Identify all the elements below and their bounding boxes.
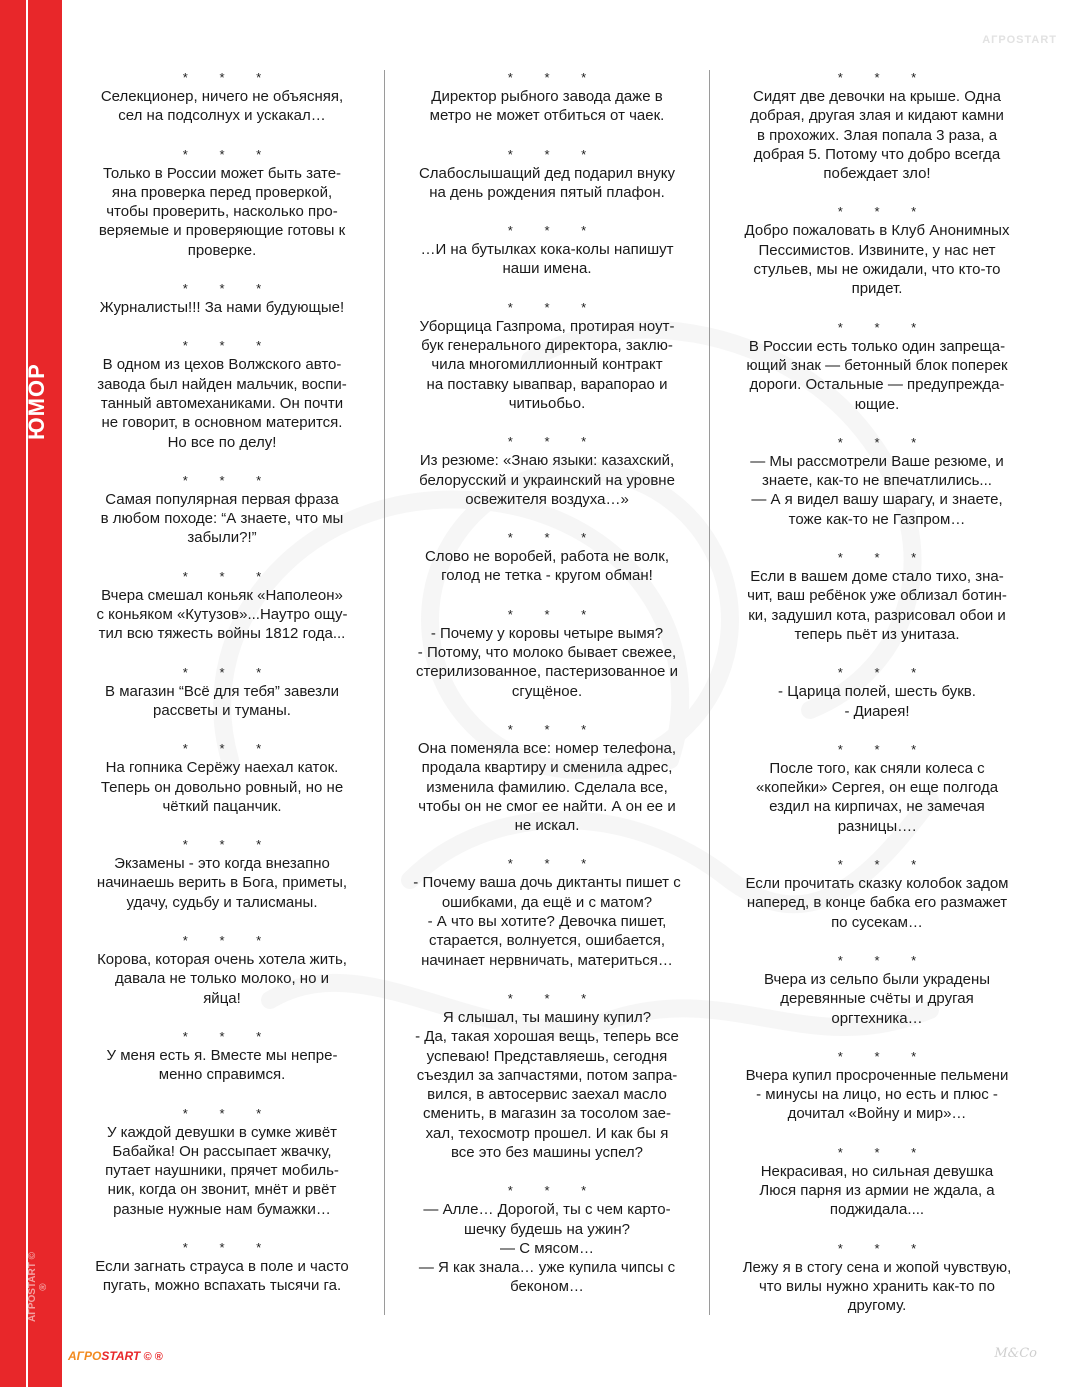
joke-separator: * * * bbox=[507, 530, 601, 546]
joke-item bbox=[72, 1027, 372, 1085]
joke-item bbox=[722, 433, 1032, 529]
joke-separator: * * * bbox=[182, 1028, 276, 1044]
logo-agro: АГРО bbox=[68, 1349, 102, 1363]
joke-item bbox=[722, 548, 1032, 644]
joke-text: - Почему ваша дочь диктанты пишет с ошибками, да ещё и с матом? - А что вы хотите? Девочка пишет, старается, волнуется, ошибается, начинает нервничать, материться… bbox=[413, 874, 681, 969]
joke-text: Уборщица Газпрома, протирая ноут- бук генерального директора, заклю- чила многомиллионный контракт на поставку ывапвар, варапорао и читиьобьо. bbox=[419, 317, 675, 412]
joke-separator: * * * bbox=[182, 146, 276, 162]
joke-item bbox=[397, 145, 697, 203]
joke-text: У каждой девушки в сумке живёт Бабайка! Он рассыпает жвачку, путает наушники, прячет мобиль- ник, когда он звонит, мнёт и рвёт разные нужные нам бумажки… bbox=[105, 1123, 339, 1218]
joke-separator: * * * bbox=[182, 1105, 276, 1121]
joke-separator: * * * bbox=[837, 319, 931, 335]
joke-text: Только в России может быть зате- яна проверка перед проверкой, чтобы проверить, насколько про- веряемые и проверяющие готовы к проверке. bbox=[98, 164, 346, 259]
joke-separator: * * * bbox=[507, 990, 601, 1006]
joke-item bbox=[397, 1181, 697, 1296]
joke-separator: * * * bbox=[837, 857, 931, 873]
joke-text: Экзамены - это когда внезапно начинаешь верить в Бога, приметы, удачу, судьбу и талисманы. bbox=[96, 855, 348, 911]
joke-text: Вчера смешал коньяк «Наполеон» с коньяком «Кутузов»...Наутро ощу- тил всю тяжесть войны 1812 года... bbox=[96, 586, 348, 643]
joke-item bbox=[397, 298, 697, 413]
joke-separator: * * * bbox=[507, 856, 601, 872]
logo-start: START bbox=[101, 1349, 141, 1363]
joke-separator: * * * bbox=[837, 665, 931, 681]
footer-logo bbox=[68, 1349, 163, 1363]
header-mark: АГРОSTART bbox=[982, 34, 1057, 46]
joke-item bbox=[72, 279, 372, 317]
joke-separator: * * * bbox=[182, 70, 276, 85]
joke-separator: * * * bbox=[837, 550, 931, 566]
joke-separator: * * * bbox=[507, 606, 601, 622]
joke-text: Сидят две девочки на крыше. Одна добрая, другая злая и кидают камни в прохожих. Злая попала 3 раза, а добрая 5. Потому что добро всегда побеждает зло! bbox=[750, 88, 1004, 183]
joke-text: Директор рыбного завода даже в метро не может отбиться от чаек. bbox=[429, 88, 665, 125]
joke-item bbox=[722, 68, 1032, 183]
joke-text: Лежу я в стогу сена и жопой чувствую, что вилы нужно хранить как-то по другому. bbox=[742, 1258, 1012, 1315]
joke-separator: * * * bbox=[182, 568, 276, 584]
joke-text: Корова, которая очень хотела жить, давала не только молоко, но и яйца! bbox=[97, 951, 347, 1007]
joke-separator: * * * bbox=[182, 933, 276, 949]
joke-item bbox=[72, 1238, 372, 1296]
joke-separator: * * * bbox=[507, 146, 601, 162]
joke-text: Из резюме: «Знаю языки: казахский, белорусский и украинский на уровне освежителя воздуха…» bbox=[419, 452, 675, 508]
joke-item bbox=[722, 740, 1032, 836]
joke-text: У меня есть я. Вместе мы непре- менно справимся. bbox=[106, 1046, 338, 1084]
joke-item bbox=[72, 336, 372, 451]
joke-text: Если в вашем доме стало тихо, зна- чит, ваш ребёнок уже облизал ботин- ки, задушил кота, разрисовал обои и теперь пьёт из унитаза. bbox=[747, 568, 1007, 643]
joke-item bbox=[397, 854, 697, 969]
joke-separator: * * * bbox=[507, 70, 601, 85]
joke-separator: * * * bbox=[837, 1048, 931, 1064]
joke-column-2 bbox=[397, 68, 697, 1297]
joke-text: Вчера из сельпо были украдены деревянные счёты и другая оргтехника… bbox=[763, 970, 991, 1027]
joke-item bbox=[397, 605, 697, 701]
joke-item bbox=[722, 951, 1032, 1028]
joke-item bbox=[722, 855, 1032, 932]
joke-text: Она поменяла все: номер телефона, продала квартиру и сменила адрес, изменила фамилию. Сделала все, чтобы он не смог ее найти. А он ее и не искал. bbox=[417, 739, 677, 835]
joke-column-1 bbox=[72, 68, 372, 1296]
footer-signature: M&Co bbox=[994, 1346, 1037, 1361]
column-divider bbox=[709, 70, 710, 1315]
joke-text: Добро пожаловать в Клуб Анонимных Пессимистов. Извините, у нас нет стульев, мы не ожидали, что кто-то придет. bbox=[744, 222, 1010, 298]
joke-text: Я слышал, ты машину купил? - Да, такая хорошая вещь, теперь все успеваю! Представляешь, сегодня съездил за запчастями, потом запра- вился, в автосервис заехал масло сменить, в магазин за тосолом зае- хал, техосмотр прошел. И как бы я все это без машины успел? bbox=[415, 1008, 679, 1161]
section-label: ЮМОР bbox=[24, 363, 49, 440]
joke-text: — Алле… Дорогой, ты с чем карто- шечку будешь на ужин? — С мясом… — Я как знала… уже купила чипсы с беконом… bbox=[418, 1201, 676, 1296]
joke-item bbox=[722, 663, 1032, 721]
joke-item bbox=[397, 432, 697, 509]
joke-item bbox=[722, 1047, 1032, 1124]
joke-text: Селекционер, ничего не объясняя, сел на подсолнух и ускакал… bbox=[100, 88, 344, 125]
joke-item bbox=[72, 145, 372, 260]
joke-separator: * * * bbox=[837, 70, 931, 85]
joke-separator: * * * bbox=[182, 837, 276, 853]
magazine-side-label: АГРОSTART © ® bbox=[27, 1252, 49, 1322]
joke-separator: * * * bbox=[837, 952, 931, 968]
joke-separator: * * * bbox=[837, 741, 931, 757]
joke-item bbox=[72, 471, 372, 548]
joke-text: Если загнать страуса в поле и часто пугать, можно вспахать тысячи га. bbox=[95, 1257, 349, 1295]
joke-separator: * * * bbox=[182, 472, 276, 488]
joke-text: Вчера купил просроченные пельмени - минусы на лицо, но есть и плюс - дочитал «Войну и мир»… bbox=[745, 1066, 1009, 1123]
column-divider bbox=[384, 70, 385, 1315]
side-bar-edge bbox=[26, 0, 28, 1387]
joke-item bbox=[72, 663, 372, 721]
joke-item bbox=[72, 739, 372, 816]
joke-column-3 bbox=[722, 68, 1032, 1315]
joke-item bbox=[722, 318, 1032, 414]
joke-text: В магазин “Всё для тебя” завезли рассветы и туманы. bbox=[105, 682, 339, 719]
joke-item bbox=[397, 989, 697, 1162]
joke-item bbox=[72, 567, 372, 644]
joke-separator: * * * bbox=[507, 299, 601, 315]
joke-text: Некрасивая, но сильная девушка Люся парня из армии не ждала, а поджидала.... bbox=[759, 1162, 995, 1219]
joke-text: - Царица полей, шесть букв. - Диарея! bbox=[778, 683, 976, 720]
joke-separator: * * * bbox=[182, 281, 276, 297]
joke-separator: * * * bbox=[182, 1239, 276, 1255]
joke-item bbox=[397, 221, 697, 279]
joke-text: Журналисты!!! За нами будующые! bbox=[99, 299, 345, 317]
joke-item bbox=[722, 1239, 1032, 1316]
joke-item bbox=[397, 528, 697, 586]
joke-item bbox=[722, 1143, 1032, 1220]
joke-text: Слабослышащий дед подарил внуку на день рождения пятый плафон. bbox=[418, 164, 676, 201]
joke-text: Самая популярная первая фраза в любом походе: “А знаете, что мы забыли?!” bbox=[100, 490, 344, 547]
joke-text: В одном из цехов Волжского авто- завода был найден мальчик, воспи- танный автомеханиками. Он почти не говорит, в основном матерится. Но все по делу! bbox=[97, 356, 347, 451]
joke-item bbox=[72, 835, 372, 912]
joke-separator: * * * bbox=[837, 434, 931, 450]
joke-separator: * * * bbox=[507, 223, 601, 239]
joke-separator: * * * bbox=[507, 721, 601, 737]
joke-item bbox=[397, 720, 697, 835]
joke-item bbox=[72, 1104, 372, 1219]
side-bar bbox=[0, 0, 62, 1387]
joke-text: Если прочитать сказку колобок задом наперед, в конце бабка его размажет по сусекам… bbox=[745, 875, 1009, 931]
joke-separator: * * * bbox=[837, 1144, 931, 1160]
joke-text: - Почему у коровы четыре вымя? - Потому, что молоко бывает свежее, стерилизованное, пастеризованное и сгущёное. bbox=[416, 624, 678, 700]
joke-item bbox=[722, 202, 1032, 298]
joke-text: …И на бутылках кока-колы напишут наши имена. bbox=[420, 241, 674, 278]
joke-text: В России есть только один запреща- ющий знак — бетонный блок поперек дороги. Остальные — предупрежда- ющие. bbox=[746, 337, 1008, 413]
joke-text: — Мы рассмотрели Ваше резюме, и знаете, как-то не впечатлились... — А я видел вашу шарагу, и знаете, тоже как-то не Газпром… bbox=[750, 452, 1004, 528]
joke-separator: * * * bbox=[507, 1183, 601, 1199]
joke-separator: * * * bbox=[507, 434, 601, 450]
joke-text: После того, как сняли колеса с «копейки» Сергея, он еще полгода ездил на кирпичах, не замечая разницы…. bbox=[755, 759, 999, 835]
joke-separator: * * * bbox=[182, 741, 276, 757]
joke-item bbox=[72, 931, 372, 1008]
joke-item bbox=[397, 68, 697, 126]
joke-separator: * * * bbox=[837, 1240, 931, 1256]
joke-separator: * * * bbox=[837, 204, 931, 220]
joke-item bbox=[72, 68, 372, 126]
joke-separator: * * * bbox=[182, 338, 276, 354]
joke-text: Слово не воробей, работа не волк, голод не тетка - кругом обман! bbox=[424, 548, 670, 585]
logo-marks: © ® bbox=[143, 1351, 163, 1363]
joke-text: На гопника Серёжу наехал каток. Теперь он довольно ровный, но не чёткий пацанчик. bbox=[100, 759, 344, 815]
joke-separator: * * * bbox=[182, 664, 276, 680]
